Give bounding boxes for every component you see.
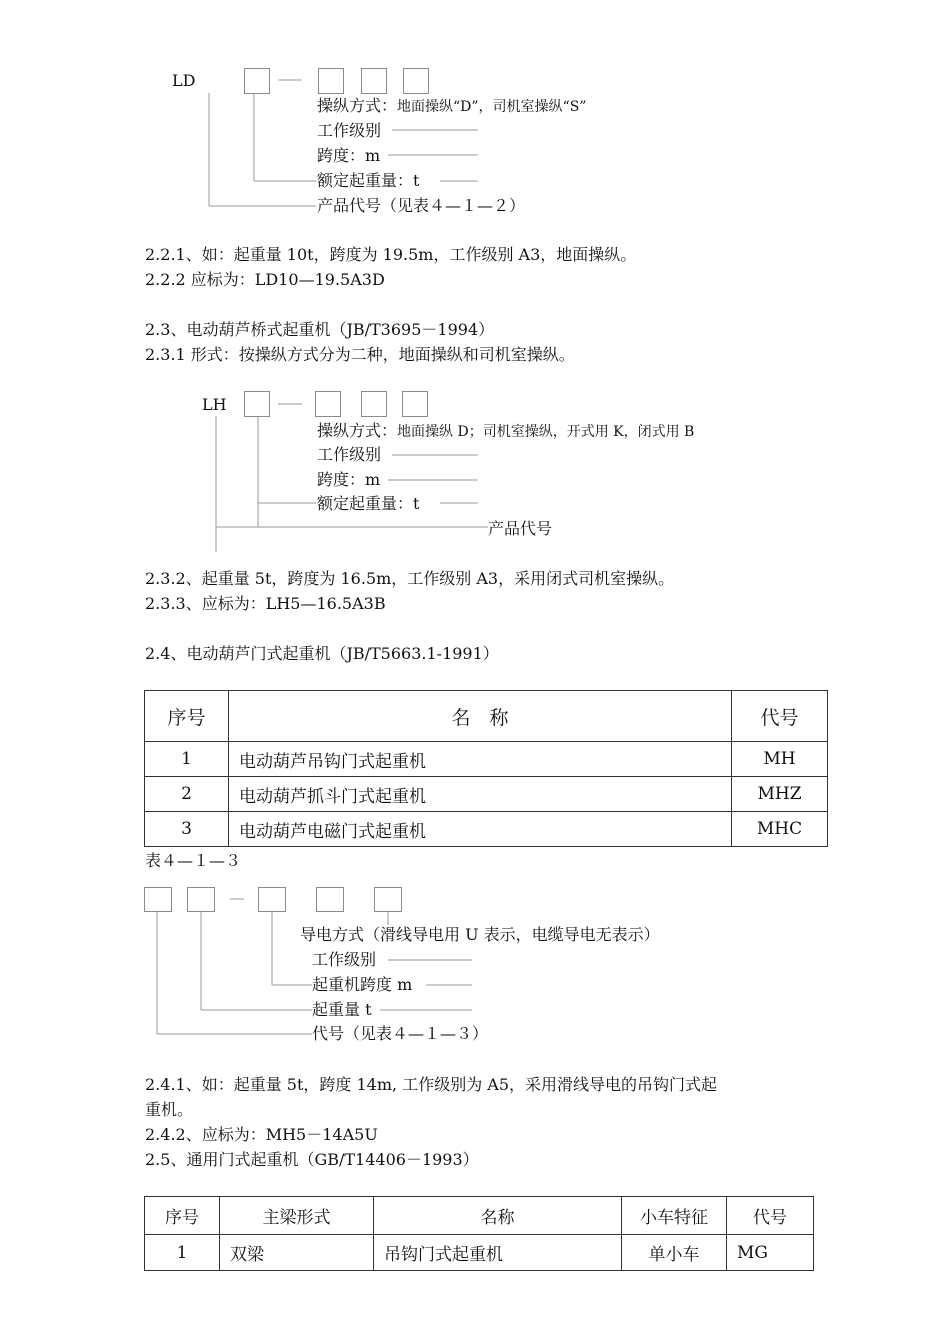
lh-box-load [244, 391, 270, 417]
paragraph-2-2-1: 2.2.1、如：起重量 10t，跨度为 19.5m，工作级别 A3，地面操纵。 [145, 245, 637, 264]
mh-load: 起重量 t [312, 1000, 372, 1019]
cell-code: MHZ [732, 777, 828, 812]
cell-trolley: 单小车 [622, 1235, 727, 1271]
header-index: 序号 [145, 1197, 220, 1235]
table-header-row [145, 1197, 814, 1235]
cell-name: 电动葫芦抓斗门式起重机 [229, 777, 732, 812]
ld-work-class: 工作级别 [317, 121, 382, 140]
header-code: 代号 [727, 1197, 814, 1235]
mh-box-load [187, 887, 215, 912]
header-name: 名称 [374, 1197, 622, 1235]
table-row [145, 812, 828, 847]
mh-box-span [258, 887, 286, 912]
lh-rated-load: 额定起重量：t [317, 494, 420, 513]
lh-operation-label: 操纵方式： [317, 421, 398, 440]
mh-power-mode: 导电方式（滑线导电用 U 表示，电缆导电无表示） [300, 925, 660, 944]
paragraph-2-3-2: 2.3.2、起重量 5t，跨度为 16.5m，工作级别 A3，采用闭式司机室操纵。 [145, 569, 675, 588]
ld-box-class [361, 68, 387, 94]
lh-box-operation [402, 391, 428, 417]
ld-product-code: 产品代号（见表４—１—２） [317, 196, 526, 215]
cell-name: 电动葫芦吊钩门式起重机 [229, 742, 732, 777]
mh-work-class: 工作级别 [312, 950, 377, 969]
mh-box-code [144, 887, 172, 912]
header-index: 序号 [145, 691, 229, 742]
paragraph-2-4-1: 2.4.1、如：起重量 5t，跨度 14m, 工作级别为 A5，采用滑线导电的吊钩门式起 [145, 1075, 718, 1094]
cell-girder-type: 双梁 [220, 1235, 374, 1271]
mh-code: 代号（见表４—１—３） [312, 1024, 489, 1043]
lh-box-span [315, 391, 341, 417]
ld-operation-detail: 地面操纵“D”，司机室操纵“S” [397, 99, 587, 115]
table-4-1-3 [144, 690, 828, 847]
lh-code: LH [202, 395, 227, 414]
cell-index: 2 [145, 777, 229, 812]
paragraph-2-4-2: 2.4.2、应标为：MH5－14A5U [145, 1125, 378, 1144]
lh-product-code: 产品代号 [488, 519, 553, 538]
heading-2-4: 2.4、电动葫芦门式起重机（JB/T5663.1-1991） [145, 644, 499, 663]
ld-span: 跨度：m [317, 146, 381, 165]
lh-work-class: 工作级别 [317, 445, 382, 464]
ld-code: LD [172, 71, 196, 90]
table-row [145, 777, 828, 812]
cell-code: MH [732, 742, 828, 777]
lh-span: 跨度：m [317, 470, 381, 489]
cell-index: 1 [145, 742, 229, 777]
paragraph-2-3-3: 2.3.3、应标为：LH5—16.5A3B [145, 594, 386, 613]
paragraph-2-3-1: 2.3.1 形式：按操纵方式分为二种，地面操纵和司机室操纵。 [145, 345, 575, 364]
table-row [145, 742, 828, 777]
ld-box-span [318, 68, 344, 94]
cell-name: 吊钩门式起重机 [374, 1235, 622, 1271]
cell-index: 3 [145, 812, 229, 847]
table-caption: 表４—１—３ [145, 851, 242, 870]
cell-code: MG [727, 1235, 814, 1271]
mh-box-power [374, 887, 402, 912]
header-trolley: 小车特征 [622, 1197, 727, 1235]
mh-span: 起重机跨度 m [312, 975, 413, 994]
table-header-row [145, 691, 828, 742]
cell-code: MHC [732, 812, 828, 847]
header-code: 代号 [732, 691, 828, 742]
heading-2-5: 2.5、通用门式起重机（GB/T14406－1993） [145, 1150, 479, 1169]
header-girder-type: 主梁形式 [220, 1197, 374, 1235]
cell-name: 电动葫芦电磁门式起重机 [229, 812, 732, 847]
table-gantry-crane [144, 1196, 814, 1271]
heading-2-3: 2.3、电动葫芦桥式起重机（JB/T3695－1994） [145, 320, 495, 339]
lh-operation-detail: 地面操纵 D；司机室操纵，开式用 K，闭式用 B [397, 424, 695, 440]
ld-operation [317, 96, 586, 117]
lh-operation [317, 421, 694, 442]
ld-rated-load: 额定起重量：t [317, 171, 420, 190]
paragraph-2-2-2: 2.2.2 应标为：LD10—19.5A3D [145, 270, 385, 289]
cell-index: 1 [145, 1235, 220, 1271]
mh-box-class [316, 887, 344, 912]
ld-box-operation [403, 68, 429, 94]
table-row [145, 1235, 814, 1271]
paragraph-2-4-1-cont: 重机。 [145, 1100, 194, 1119]
ld-operation-label: 操纵方式： [317, 96, 398, 115]
header-name: 名 称 [229, 691, 732, 742]
lh-box-class [361, 391, 387, 417]
ld-box-load [244, 68, 270, 94]
